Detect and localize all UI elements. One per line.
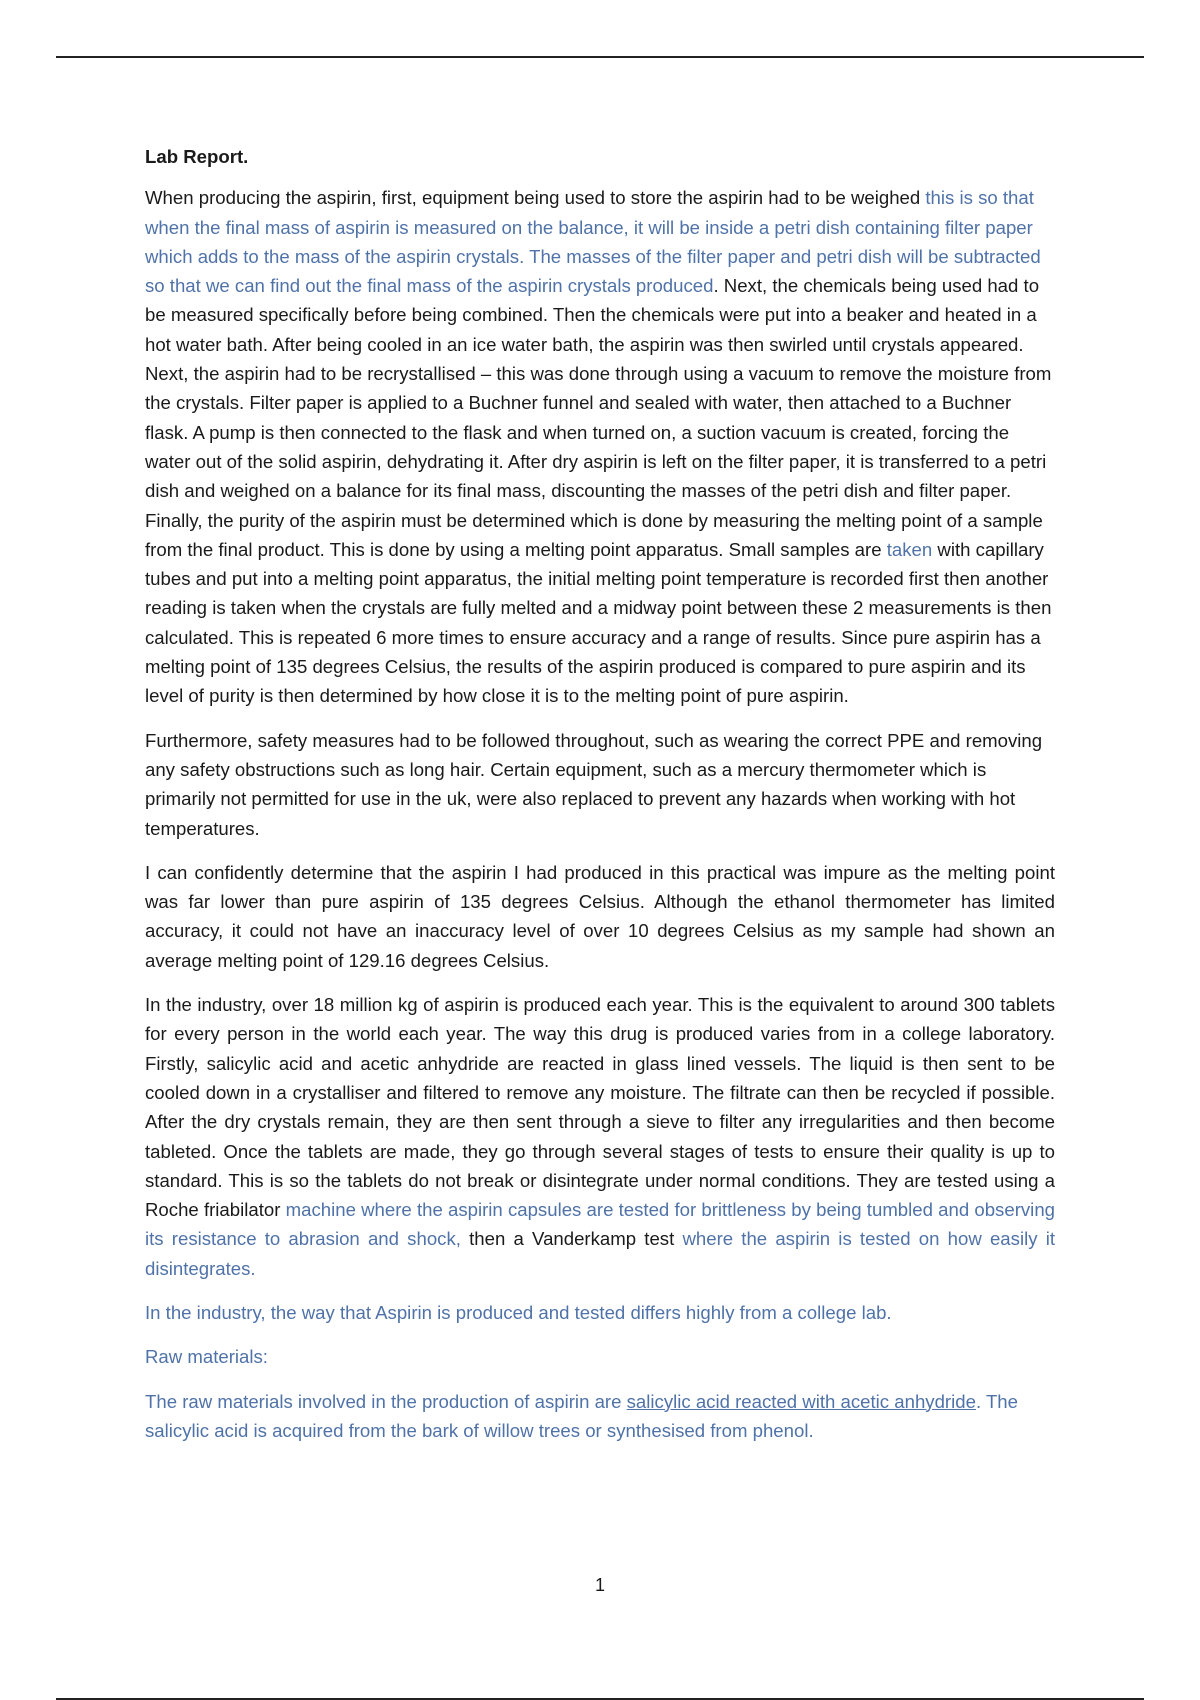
paragraph-industry bbox=[145, 990, 1055, 1283]
document-body bbox=[145, 142, 1055, 1460]
raw-materials-text-1: The raw materials involved in the production of aspirin are bbox=[145, 1390, 627, 1412]
raw-materials-heading: Raw materials: bbox=[145, 1346, 268, 1368]
industry-text-1: In the industry, over 18 million kg of aspirin is produced each year. This is the equivalent to around 300 tablets for every person in the world each year. The way this drug is produced varies from in a college laboratory. Firstly, salicylic acid and acetic anhydride are reacted in glass lined vessels. The liquid is then sent to be cooled down in a crystalliser and filtered to remove any moisture. The filtrate can then be recycled if possible. After the dry crystals remain, they are then sent through a sieve to filter any irregularities and then become tableted. Once the tablets are made, they go through several stages of tests to ensure their quality is up to standard. This is so the tablets do not break or disintegrate under normal conditions. They are tested using a Roche friabilator bbox=[145, 994, 1055, 1221]
industry-comment-1: machine where the aspirin capsules are tested for brittleness by being tumbled and observing its resistance to abrasion and shock, bbox=[145, 1199, 1055, 1250]
document-title: Lab Report. bbox=[145, 146, 249, 167]
raw-materials-text-2: . The salicylic acid is acquired from the bark of willow trees or synthesised from phenol. bbox=[145, 1390, 1018, 1441]
procedure-text-2: . Next, the chemicals being used had to be measured specifically before being combined. Then the chemicals were put into a beaker and heated in a hot water bath. After being cooled in an ice water bath, the aspirin was then swirled until crystals appeared. Next, the aspirin had to be recrystallised – this was done through using a vacuum to remove the moisture from the crystals. Filter paper is applied to a Buchner funnel and sealed with water, then attached to a Buchner flask. A pump is then connected to the flask and when turned on, a suction vacuum is created, forcing the water out of the solid aspirin, dehydrating it. After dry aspirin is left on the filter paper, it is transferred to a petri dish and weighed on a balance for its final mass, discounting the masses of the petri dish and filter paper. Finally, the purity of the aspirin must be determined which is done by measuring the melting point of a sample from the final product. This is done by using a melting point apparatus. Small samples are bbox=[145, 275, 1052, 560]
industry-text-2: then a Vanderkamp test bbox=[460, 1228, 683, 1250]
industry-comment-2: where the aspirin is tested on how easily it disintegrates. bbox=[145, 1228, 1055, 1279]
paragraph-procedure bbox=[145, 183, 1055, 710]
page-number: 1 bbox=[594, 1575, 605, 1595]
procedure-comment-2: taken bbox=[886, 538, 933, 560]
paragraph-conclusion: I can confidently determine that the aspirin I had produced in this practical was impure as the melting point was far lower than pure aspirin of 135 degrees Celsius. Although the ethanol thermometer has limited accuracy, it could not have an inaccuracy level of over 10 degrees Celsius as my sample had shown an average melting point of 129.16 degrees Celsius. bbox=[145, 861, 1055, 971]
raw-materials-link[interactable]: salicylic acid reacted with acetic anhydride bbox=[626, 1390, 976, 1412]
procedure-text-1: When producing the aspirin, first, equipment being used to store the aspirin had to be weighed bbox=[145, 187, 926, 209]
procedure-text-3: with capillary tubes and put into a melting point apparatus, the initial melting point temperature is recorded first then another reading is taken when the crystals are fully melted and a midway point between these 2 measurements is then calculated. This is repeated 6 more times to ensure accuracy and a range of results. Since pure aspirin has a melting point of 135 degrees Celsius, the results of the aspirin produced is compared to pure aspirin and its level of purity is then determined by how close it is to the melting point of pure aspirin. bbox=[145, 538, 1052, 707]
header-rule bbox=[56, 56, 1144, 58]
paragraph-raw-materials bbox=[145, 1387, 1055, 1446]
procedure-comment-1: this is so that when the final mass of aspirin is measured on the balance, it will be inside a petri dish containing filter paper which adds to the mass of the aspirin crystals. The masses of the filter paper and petri dish will be subtracted so that we can find out the final mass of the aspirin crystals produced bbox=[145, 187, 1041, 297]
paragraph-industry-summary: In the industry, the way that Aspirin is produced and tested differs highly from a college lab. bbox=[145, 1301, 892, 1323]
paragraph-safety: Furthermore, safety measures had to be followed throughout, such as wearing the correct PPE and removing any safety obstructions such as long hair. Certain equipment, such as a mercury thermometer which is primarily not permitted for use in the uk, were also replaced to prevent any hazards when working with hot temperatures. bbox=[145, 729, 1043, 839]
